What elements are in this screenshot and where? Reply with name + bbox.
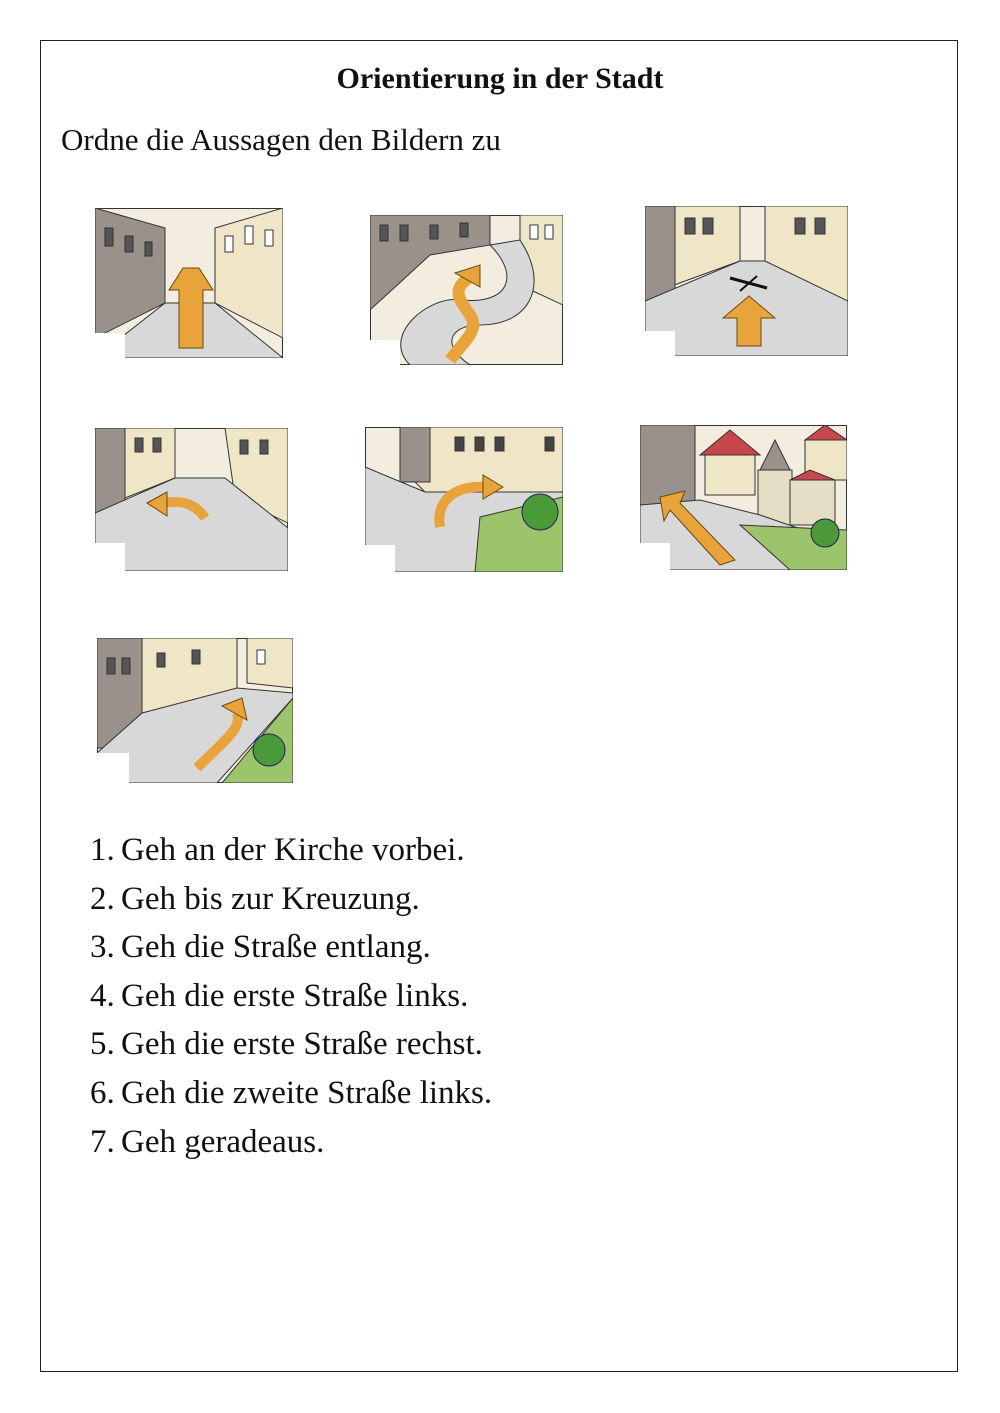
- picture-crossroads: [645, 206, 848, 356]
- list-item: 2. Geh bis zur Kreuzung.: [90, 880, 420, 917]
- worksheet-instruction: Ordne die Aussagen den Bildern zu: [61, 122, 501, 157]
- list-item: 4. Geh die erste Straße links.: [90, 977, 469, 1014]
- picture-winding-road: [370, 215, 563, 365]
- list-item: 5. Geh die erste Straße rechst.: [90, 1026, 483, 1063]
- picture-right-turn: [365, 427, 563, 572]
- statement-list: [90, 826, 492, 1166]
- picture-straight-road: [95, 208, 283, 358]
- picture-second-left: [97, 638, 293, 783]
- list-item: 6. Geh die zweite Straße links.: [90, 1074, 493, 1111]
- picture-past-church: [640, 425, 847, 570]
- picture-first-left: [95, 428, 288, 571]
- worksheet-title: Orientierung in der Stadt: [336, 62, 664, 95]
- list-item: 1. Geh an der Kirche vorbei.: [90, 832, 465, 868]
- list-item: 3. Geh die Straße entlang.: [90, 929, 431, 966]
- list-item: 7. Geh geradeaus.: [90, 1123, 325, 1160]
